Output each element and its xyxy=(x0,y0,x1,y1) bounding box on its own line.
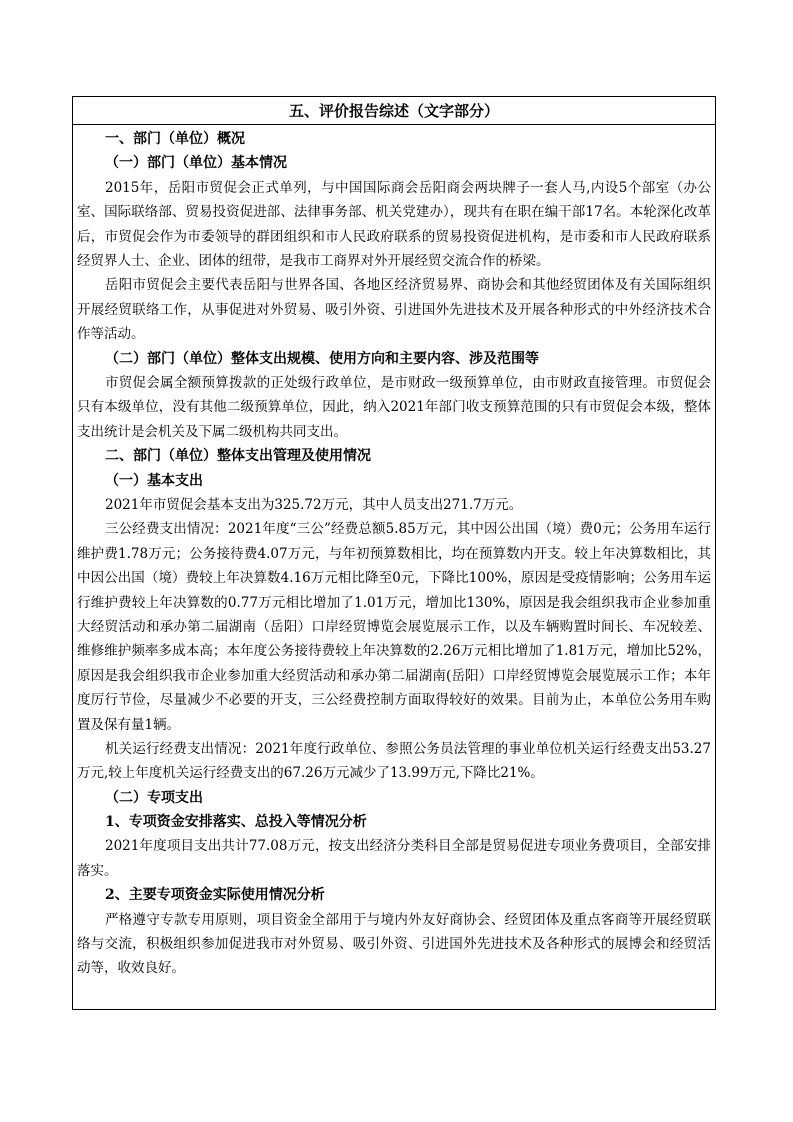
report-frame xyxy=(72,96,716,1010)
heading-special-expenditure: （二）专项支出 xyxy=(105,789,203,806)
heading-special-funds-arrangement: 1、专项资金安排落实、总投入等情况分析 xyxy=(105,814,367,831)
heading-expenditure-scope: （二）部门（单位）整体支出规模、使用方向和主要内容、涉及范围等 xyxy=(105,350,539,367)
report-body xyxy=(73,125,715,1009)
heading-dept-overview: 一、部门（单位）概况 xyxy=(105,131,245,147)
paragraph-project-expenditure: 2021年度项目支出共计77.08万元，按支出经济分类科目全部是贸易促进专项业务费项目，全部安排落实。 xyxy=(77,838,711,879)
paragraph-basic-expenditure: 2021年市贸促会基本支出为325.72万元，其中人员支出271.7万元。 xyxy=(105,496,523,513)
paragraph-budget-unit: 市贸促会属全额预算拨款的正处级行政单位，是市财政一级预算单位，由市财政直接管理。市贸促会只有本级单位，没有其他二级预算单位，因此，纳入2021年部门收支预算范围的只有市贸促会本级，整体支出统计是会机关及下属二级机构共同支出。 xyxy=(77,374,711,440)
heading-special-funds-usage: 2、主要专项资金实际使用情况分析 xyxy=(105,887,325,904)
paragraph-main-duties: 岳阳市贸促会主要代表岳阳与世界各国、各地区经济贸易界、商协会和其他经贸团体及有关国际组织开展经贸联络工作，从事促进对外贸易、吸引外资、引进国外先进技术及开展各种形式的中外经济技术合作等活动。 xyxy=(77,277,711,343)
paragraph-establishment: 2015年，岳阳市贸促会正式单列，与中国国际商会岳阳商会两块牌子一套人马,内设5个部室（办公室、国际联络部、贸易投资促进部、法律事务部、机关党建办），现共有在职在编干部17名。本轮深化改革后，市贸促会作为市委领导的群团组织和市人民政府联系的贸易投资促进机构，是市委和市人民政府联系经贸界人士、企业、团体的纽带，是我市工商界对外开展经贸交流合作的桥梁。 xyxy=(77,179,711,269)
heading-basic-info: （一）部门（单位）基本情况 xyxy=(105,155,287,172)
paragraph-operating-expenses: 机关运行经费支出情况：2021年度行政单位、参照公务员法管理的事业单位机关运行经费支出53.27万元,较上年度机关运行经费支出的67.26万元减少了13.99万元,下降比21%。 xyxy=(77,740,711,782)
section-title: 五、评价报告综述（文字部分） xyxy=(73,97,715,125)
paragraph-funds-usage: 严格遵守专款专用原则，项目资金全部用于与境内外友好商协会、经贸团体及重点客商等开展经贸联络与交流，积极组织参加促进我市对外贸易、吸引外资、引进国外先进技术及各种形式的展博会和经贸活动等，收效良好。 xyxy=(77,911,711,977)
heading-basic-expenditure: （一）基本支出 xyxy=(105,472,203,489)
heading-expenditure-management: 二、部门（单位）整体支出管理及使用情况 xyxy=(105,448,371,465)
paragraph-three-public-expenses: 三公经费支出情况：2021年度“三公”经费总额5.85万元，其中因公出国（境）费0元；公务用车运行维护费1.78万元；公务接待费4.07万元，与年初预算数相比，均在预算数内开支。较上年决算数相比，其中因公出国（境）费较上年决算数4.16万元相比降至0元，下降比100%，原因是受疫情影响；公务用车运行维护费较上年决算数的0.77万元相比增加了1.01万元，增加比130%，原因是我会组织我市企业参加重大经贸活动和承办第二届湖南（岳阳）口岸经贸博览会展览展示工作，以及车辆购置时间长、车况较差、维修维护频率多成本高；本年度公务接待费较上年决算数的2.26万元相比增加了1.81万元，增加比52%，原因是我会组织我市企业参加重大经贸活动和承办第二届湖南(岳阳）口岸经贸博览会展览展示工作；本年度厉行节俭，尽量减少不必要的开支，三公经费控制方面取得较好的效果。目前为止，本单位公务用车购置及保有量1辆。 xyxy=(77,521,711,733)
